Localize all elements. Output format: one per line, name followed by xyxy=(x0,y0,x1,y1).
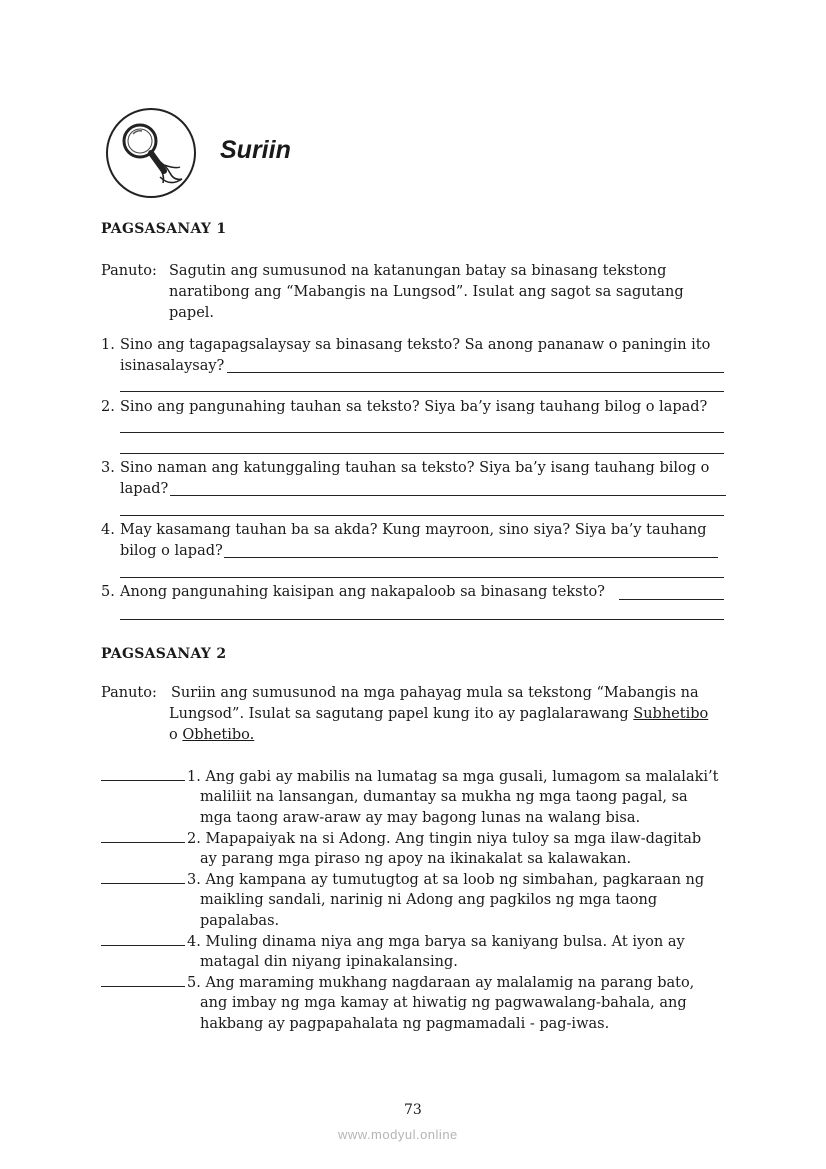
answer-line[interactable] xyxy=(619,599,724,600)
item-number: 1. xyxy=(187,769,201,785)
exercise-2-heading: PAGSASANAY 2 xyxy=(101,646,227,662)
instruction-line xyxy=(169,704,708,725)
item-number: 5. xyxy=(187,975,201,991)
answer-blank[interactable] xyxy=(101,931,185,946)
answer-line[interactable] xyxy=(120,515,724,516)
item-text: maikling sandali, narinig ni Adong ang pagkilos ng mga taong xyxy=(200,892,658,908)
question-number: 4. xyxy=(101,522,115,538)
item-text: Mapapaiyak na si Adong. Ang tingin niya tuloy sa mga ilaw-dagitab xyxy=(205,831,702,847)
instruction-line: papel. xyxy=(169,305,215,321)
list-item xyxy=(101,828,701,850)
item-text: Ang gabi ay mabilis na lumatag sa mga gusali, lumagom sa malalaki’t xyxy=(205,769,719,785)
question-text: Sino ang tagapagsalaysay sa binasang teksto? Sa anong pananaw o paningin ito xyxy=(120,337,711,353)
answer-blank[interactable] xyxy=(101,828,185,843)
answer-line[interactable] xyxy=(120,453,724,454)
item-text: matagal din niyang ipinakalansing. xyxy=(200,954,458,970)
list-item xyxy=(101,766,718,788)
instruction-label: Panuto: xyxy=(101,685,157,701)
answer-blank[interactable] xyxy=(101,869,185,884)
question-text: Sino naman ang katunggaling tauhan sa teksto? Siya ba’y isang tauhang bilog o xyxy=(120,460,710,476)
question-text: May kasamang tauhan ba sa akda? Kung mayroon, sino siya? Siya ba’y tauhang xyxy=(120,522,707,538)
answer-line[interactable] xyxy=(224,557,718,558)
question-number: 5. xyxy=(101,584,115,600)
item-text: ang imbay ng mga kamay at hiwatig ng pagwawalang-bahala, ang xyxy=(200,995,687,1011)
question-number: 3. xyxy=(101,460,115,476)
answer-blank[interactable] xyxy=(101,766,185,781)
instruction-line xyxy=(169,725,254,746)
choice-obhetibo: Obhetibo. xyxy=(182,727,255,743)
choice-subhetibo: Subhetibo xyxy=(633,706,709,722)
question-text: Anong pangunahing kaisipan ang nakapaloob sa binasang teksto? xyxy=(120,584,605,600)
magnifying-glass-icon xyxy=(104,107,198,199)
footer-watermark: www.modyul.online xyxy=(338,1127,458,1142)
item-text: maliliit na lansangan, dumantay sa mukha ng mga taong pagal, sa xyxy=(200,789,688,805)
answer-line[interactable] xyxy=(120,577,724,578)
item-number: 2. xyxy=(187,831,201,847)
item-text: mga taong araw-araw ay may bagong lunas na walang bisa. xyxy=(200,810,641,826)
question-number: 2. xyxy=(101,399,115,415)
instruction-text: Lungsod”. Isulat sa sagutang papel kung ito ay paglalarawang xyxy=(169,706,629,722)
list-item xyxy=(101,869,704,891)
item-text: Ang kampana ay tumutugtog at sa loob ng simbahan, pagkaraan ng xyxy=(205,872,705,888)
question-text: isinasalaysay? xyxy=(120,358,225,374)
list-item xyxy=(101,931,685,953)
instruction-label: Panuto: xyxy=(101,263,157,279)
answer-line[interactable] xyxy=(170,495,726,496)
question-text: lapad? xyxy=(120,481,169,497)
question-number: 1. xyxy=(101,337,115,353)
list-item xyxy=(101,972,694,994)
answer-line[interactable] xyxy=(120,619,724,620)
question-text: Sino ang pangunahing tauhan sa teksto? Siya ba’y isang tauhang bilog o lapad? xyxy=(120,399,708,415)
item-number: 4. xyxy=(187,934,201,950)
answer-line[interactable] xyxy=(120,432,724,433)
exercise-1-heading: PAGSASANAY 1 xyxy=(101,221,227,237)
item-text: Ang maraming mukhang nagdaraan ay malalamig na parang bato, xyxy=(205,975,695,991)
item-number: 3. xyxy=(187,872,201,888)
instruction-line: naratibong ang “Mabangis na Lungsod”. Isulat ang sagot sa sagutang xyxy=(169,284,684,300)
answer-blank[interactable] xyxy=(101,972,185,987)
item-text: Muling dinama niya ang mga barya sa kaniyang bulsa. At iyon ay xyxy=(205,934,685,950)
choice-join: o xyxy=(169,727,178,743)
item-text: papalabas. xyxy=(200,913,280,929)
answer-line[interactable] xyxy=(120,391,724,392)
page-number: 73 xyxy=(404,1102,422,1118)
page-title: Suriin xyxy=(220,136,291,164)
item-text: hakbang ay pagpapahalata ng pagmamadali - pag-iwas. xyxy=(200,1016,610,1032)
question-text: bilog o lapad? xyxy=(120,543,223,559)
item-text: ay parang mga piraso ng apoy na ikinakalat sa kalawakan. xyxy=(200,851,632,867)
answer-line[interactable] xyxy=(227,372,724,373)
instruction-line: Suriin ang sumusunod na mga pahayag mula sa tekstong “Mabangis na xyxy=(171,685,699,701)
instruction-line: Sagutin ang sumusunod na katanungan batay sa binasang tekstong xyxy=(169,263,667,279)
